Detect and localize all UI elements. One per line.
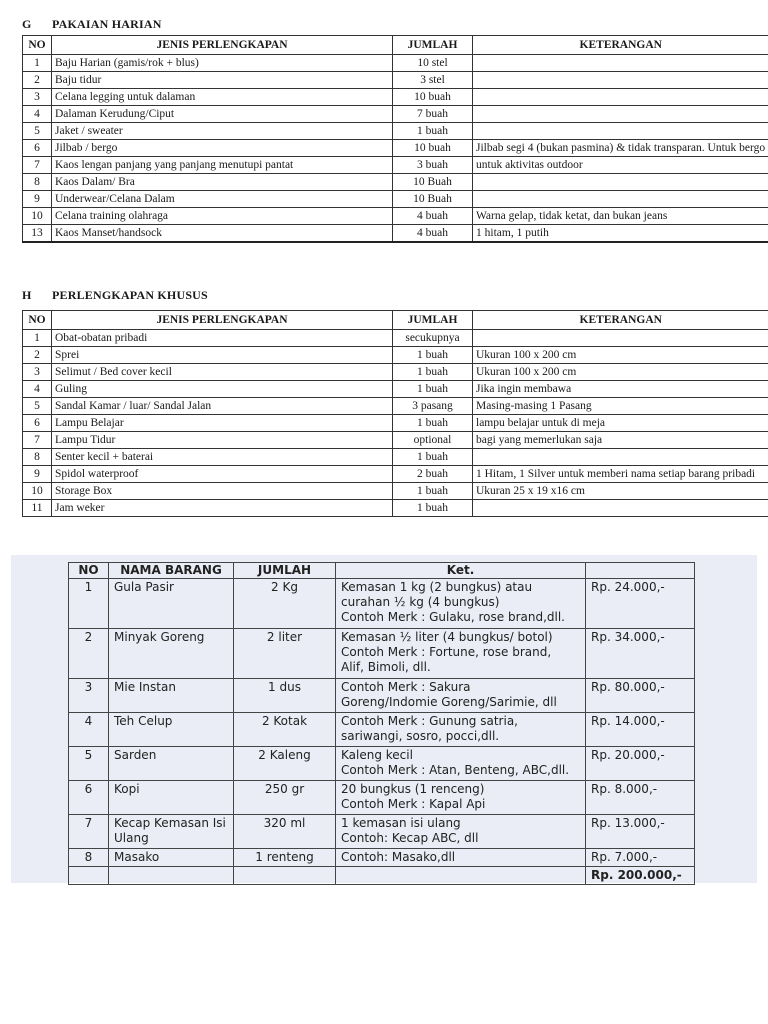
row-no: 3 bbox=[69, 679, 109, 713]
row-qty: 1 buah bbox=[393, 381, 473, 398]
section-letter: H bbox=[22, 288, 32, 302]
row-item: Sarden bbox=[109, 747, 234, 781]
row-qty: 3 buah bbox=[393, 157, 473, 174]
row-note: Ukuran 100 x 200 cm bbox=[473, 364, 768, 381]
row-qty: 250 gr bbox=[234, 781, 336, 815]
row-price: Rp. 24.000,- bbox=[586, 579, 695, 629]
row-price: Rp. 7.000,- bbox=[586, 849, 695, 867]
ket-line: Contoh Merk : Gunung satria, bbox=[341, 714, 518, 728]
empty-cell bbox=[109, 867, 234, 885]
table-row bbox=[69, 849, 695, 867]
row-no: 8 bbox=[69, 849, 109, 867]
row-no: 2 bbox=[69, 629, 109, 679]
table-row bbox=[69, 579, 695, 629]
header-item: NAMA BARANG bbox=[109, 563, 234, 579]
table-header-row bbox=[69, 563, 695, 579]
row-no: 4 bbox=[23, 381, 52, 398]
header-price bbox=[586, 563, 695, 579]
row-item: Kaos Manset/handsock bbox=[52, 225, 393, 243]
row-item: Guling bbox=[52, 381, 393, 398]
row-qty: 1 buah bbox=[393, 500, 473, 517]
row-no: 5 bbox=[23, 123, 52, 140]
row-qty: 2 Kaleng bbox=[234, 747, 336, 781]
row-ket bbox=[336, 815, 586, 849]
table-row bbox=[23, 208, 768, 225]
ket-line: Contoh Merk : Gulaku, rose brand,dll. bbox=[341, 610, 565, 624]
table-row bbox=[23, 140, 768, 157]
table-row bbox=[23, 123, 768, 140]
header-item: JENIS PERLENGKAPAN bbox=[52, 36, 393, 55]
table-row bbox=[69, 679, 695, 713]
row-no: 8 bbox=[23, 449, 52, 466]
table-row bbox=[23, 89, 768, 106]
header-note: KETERANGAN bbox=[473, 311, 768, 330]
row-item: Sandal Kamar / luar/ Sandal Jalan bbox=[52, 398, 393, 415]
row-item: Celana legging untuk dalaman bbox=[52, 89, 393, 106]
row-qty: 2 Kg bbox=[234, 579, 336, 629]
header-no: NO bbox=[23, 36, 52, 55]
ket-line: curahan ½ kg (4 bungkus) bbox=[341, 595, 500, 609]
row-qty: 1 buah bbox=[393, 449, 473, 466]
row-qty: 1 dus bbox=[234, 679, 336, 713]
ket-line: Kemasan 1 kg (2 bungkus) atau bbox=[341, 580, 533, 594]
ket-line: Kaleng kecil bbox=[341, 748, 413, 762]
grocery-table bbox=[68, 562, 695, 885]
row-ket bbox=[336, 579, 586, 629]
table-row bbox=[23, 449, 768, 466]
row-note: untuk aktivitas outdoor bbox=[473, 157, 768, 174]
row-no: 1 bbox=[69, 579, 109, 629]
row-note bbox=[473, 449, 768, 466]
row-item: Teh Celup bbox=[109, 713, 234, 747]
row-qty: optional bbox=[393, 432, 473, 449]
table-row bbox=[23, 157, 768, 174]
table-row bbox=[23, 225, 768, 243]
row-no: 2 bbox=[23, 72, 52, 89]
table-row bbox=[23, 466, 768, 483]
row-item: Kecap Kemasan Isi Ulang bbox=[109, 815, 234, 849]
row-note: Warna gelap, tidak ketat, dan bukan jeans bbox=[473, 208, 768, 225]
row-item: Jilbab / bergo bbox=[52, 140, 393, 157]
row-item: Gula Pasir bbox=[109, 579, 234, 629]
row-note bbox=[473, 191, 768, 208]
table-row bbox=[23, 72, 768, 89]
row-ket bbox=[336, 713, 586, 747]
row-note bbox=[473, 89, 768, 106]
table-row bbox=[23, 415, 768, 432]
row-qty: 3 stel bbox=[393, 72, 473, 89]
table-row bbox=[23, 330, 768, 347]
row-item: Selimut / Bed cover kecil bbox=[52, 364, 393, 381]
row-note: Ukuran 25 x 19 x16 cm bbox=[473, 483, 768, 500]
row-item: Jaket / sweater bbox=[52, 123, 393, 140]
row-no: 2 bbox=[23, 347, 52, 364]
row-item: Obat-obatan pribadi bbox=[52, 330, 393, 347]
row-qty: 320 ml bbox=[234, 815, 336, 849]
row-price: Rp. 8.000,- bbox=[586, 781, 695, 815]
row-item: Baju Harian (gamis/rok + blus) bbox=[52, 55, 393, 72]
row-note: 1 hitam, 1 putih bbox=[473, 225, 768, 243]
row-qty: 4 buah bbox=[393, 208, 473, 225]
row-item: Spidol waterproof bbox=[52, 466, 393, 483]
row-qty: 2 buah bbox=[393, 466, 473, 483]
row-qty: 7 buah bbox=[393, 106, 473, 123]
row-note: Jika ingin membawa bbox=[473, 381, 768, 398]
row-qty: 1 buah bbox=[393, 347, 473, 364]
header-ket: Ket. bbox=[336, 563, 586, 579]
table-row bbox=[23, 364, 768, 381]
row-no: 4 bbox=[69, 713, 109, 747]
row-no: 6 bbox=[23, 140, 52, 157]
table-row bbox=[23, 347, 768, 364]
total-price: Rp. 200.000,- bbox=[586, 867, 695, 885]
row-ket bbox=[336, 849, 586, 867]
section-letter: G bbox=[22, 17, 32, 31]
row-note bbox=[473, 330, 768, 347]
row-qty: 2 liter bbox=[234, 629, 336, 679]
ket-line: Goreng/Indomie Goreng/Sarimie, dll bbox=[341, 695, 557, 709]
table-row bbox=[23, 55, 768, 72]
row-qty: 3 pasang bbox=[393, 398, 473, 415]
table-row bbox=[23, 483, 768, 500]
row-no: 1 bbox=[23, 330, 52, 347]
row-no: 4 bbox=[23, 106, 52, 123]
row-no: 9 bbox=[23, 466, 52, 483]
row-no: 6 bbox=[69, 781, 109, 815]
ket-line: Contoh: Kecap ABC, dll bbox=[341, 831, 479, 845]
row-ket bbox=[336, 781, 586, 815]
ket-line: sariwangi, sosro, pocci,dll. bbox=[341, 729, 500, 743]
row-item: Storage Box bbox=[52, 483, 393, 500]
row-no: 6 bbox=[23, 415, 52, 432]
table-row bbox=[69, 815, 695, 849]
section-g-title bbox=[22, 17, 162, 32]
row-no: 3 bbox=[23, 364, 52, 381]
header-item: JENIS PERLENGKAPAN bbox=[52, 311, 393, 330]
row-note bbox=[473, 123, 768, 140]
row-qty: 10 buah bbox=[393, 89, 473, 106]
table-row bbox=[69, 781, 695, 815]
row-no: 1 bbox=[23, 55, 52, 72]
row-no: 13 bbox=[23, 225, 52, 243]
row-qty: 2 Kotak bbox=[234, 713, 336, 747]
table-row bbox=[69, 713, 695, 747]
row-note bbox=[473, 55, 768, 72]
row-price: Rp. 80.000,- bbox=[586, 679, 695, 713]
table-row bbox=[23, 500, 768, 517]
row-price: Rp. 13.000,- bbox=[586, 815, 695, 849]
ket-line: Contoh Merk : Fortune, rose brand, bbox=[341, 645, 552, 659]
empty-cell bbox=[234, 867, 336, 885]
table-row bbox=[69, 747, 695, 781]
row-no: 7 bbox=[23, 157, 52, 174]
empty-cell bbox=[69, 867, 109, 885]
row-no: 9 bbox=[23, 191, 52, 208]
row-item: Kopi bbox=[109, 781, 234, 815]
row-note bbox=[473, 174, 768, 191]
table-row bbox=[69, 629, 695, 679]
row-no: 11 bbox=[23, 500, 52, 517]
row-no: 10 bbox=[23, 208, 52, 225]
row-no: 8 bbox=[23, 174, 52, 191]
row-qty: 1 buah bbox=[393, 123, 473, 140]
ket-line: 20 bungkus (1 renceng) bbox=[341, 782, 485, 796]
table-row bbox=[23, 381, 768, 398]
section-h-title bbox=[22, 288, 208, 303]
row-item: Underwear/Celana Dalam bbox=[52, 191, 393, 208]
row-item: Baju tidur bbox=[52, 72, 393, 89]
header-no: NO bbox=[23, 311, 52, 330]
row-no: 7 bbox=[23, 432, 52, 449]
row-item: Dalaman Kerudung/Ciput bbox=[52, 106, 393, 123]
row-note: lampu belajar untuk di meja bbox=[473, 415, 768, 432]
pakaian-harian-table bbox=[22, 35, 768, 243]
row-ket bbox=[336, 629, 586, 679]
row-item: Lampu Belajar bbox=[52, 415, 393, 432]
row-item: Senter kecil + baterai bbox=[52, 449, 393, 466]
row-note bbox=[473, 106, 768, 123]
table-row bbox=[23, 106, 768, 123]
ket-line: Contoh Merk : Kapal Api bbox=[341, 797, 486, 811]
row-item: Masako bbox=[109, 849, 234, 867]
row-qty: 10 Buah bbox=[393, 174, 473, 191]
header-no: NO bbox=[69, 563, 109, 579]
table-header-row bbox=[23, 36, 768, 55]
ket-line: Contoh Merk : Sakura bbox=[341, 680, 471, 694]
row-ket bbox=[336, 679, 586, 713]
row-price: Rp. 34.000,- bbox=[586, 629, 695, 679]
row-qty: 1 renteng bbox=[234, 849, 336, 867]
row-note: 1 Hitam, 1 Silver untuk memberi nama setiap barang pribadi bbox=[473, 466, 768, 483]
row-qty: 1 buah bbox=[393, 415, 473, 432]
table-row bbox=[23, 398, 768, 415]
table-row bbox=[23, 432, 768, 449]
section-name: PAKAIAN HARIAN bbox=[52, 17, 162, 31]
row-item: Minyak Goreng bbox=[109, 629, 234, 679]
table-row bbox=[23, 191, 768, 208]
section-name: PERLENGKAPAN KHUSUS bbox=[52, 288, 208, 302]
row-note: Jilbab segi 4 (bukan pasmina) & tidak transparan. Untuk bergo bbox=[473, 140, 768, 157]
row-note bbox=[473, 72, 768, 89]
row-item: Jam weker bbox=[52, 500, 393, 517]
row-qty: 1 buah bbox=[393, 483, 473, 500]
ket-line: 1 kemasan isi ulang bbox=[341, 816, 461, 830]
row-item: Celana training olahraga bbox=[52, 208, 393, 225]
header-note: KETERANGAN bbox=[473, 36, 768, 55]
header-qty: JUMLAH bbox=[234, 563, 336, 579]
row-item: Lampu Tidur bbox=[52, 432, 393, 449]
empty-cell bbox=[336, 867, 586, 885]
row-price: Rp. 20.000,- bbox=[586, 747, 695, 781]
ket-line: Contoh: Masako,dll bbox=[341, 850, 456, 864]
total-row bbox=[69, 867, 695, 885]
ket-line: Contoh Merk : Atan, Benteng, ABC,dll. bbox=[341, 763, 570, 777]
row-note: bagi yang memerlukan saja bbox=[473, 432, 768, 449]
ket-line: Alif, Bimoli, dll. bbox=[341, 660, 431, 674]
row-no: 7 bbox=[69, 815, 109, 849]
row-no: 5 bbox=[23, 398, 52, 415]
row-ket bbox=[336, 747, 586, 781]
row-item: Kaos Dalam/ Bra bbox=[52, 174, 393, 191]
row-no: 5 bbox=[69, 747, 109, 781]
row-price: Rp. 14.000,- bbox=[586, 713, 695, 747]
row-qty: 10 buah bbox=[393, 140, 473, 157]
row-note bbox=[473, 500, 768, 517]
row-qty: secukupnya bbox=[393, 330, 473, 347]
row-qty: 4 buah bbox=[393, 225, 473, 243]
row-item: Sprei bbox=[52, 347, 393, 364]
row-qty: 1 buah bbox=[393, 364, 473, 381]
row-item: Kaos lengan panjang yang panjang menutupi pantat bbox=[52, 157, 393, 174]
row-item: Mie Instan bbox=[109, 679, 234, 713]
row-note: Masing-masing 1 Pasang bbox=[473, 398, 768, 415]
header-qty: JUMLAH bbox=[393, 311, 473, 330]
row-no: 3 bbox=[23, 89, 52, 106]
perlengkapan-khusus-table bbox=[22, 310, 768, 517]
row-note: Ukuran 100 x 200 cm bbox=[473, 347, 768, 364]
row-no: 10 bbox=[23, 483, 52, 500]
ket-line: Kemasan ½ liter (4 bungkus/ botol) bbox=[341, 630, 553, 644]
table-row bbox=[23, 174, 768, 191]
table-header-row bbox=[23, 311, 768, 330]
row-qty: 10 Buah bbox=[393, 191, 473, 208]
row-qty: 10 stel bbox=[393, 55, 473, 72]
header-qty: JUMLAH bbox=[393, 36, 473, 55]
